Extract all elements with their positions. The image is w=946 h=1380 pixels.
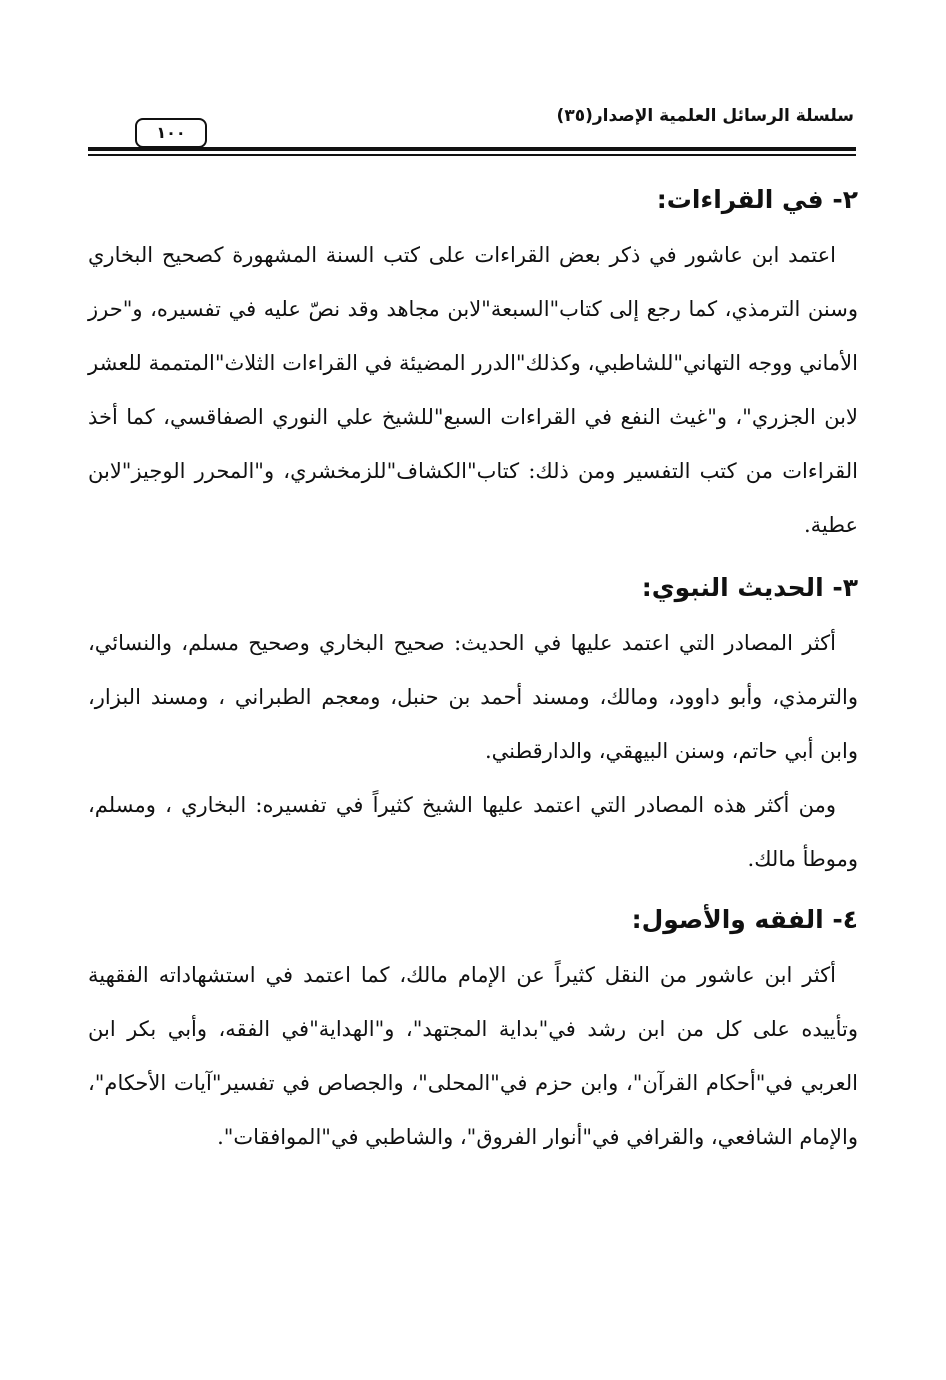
header-rule-thick: [88, 147, 856, 151]
page-number: ١٠٠: [135, 118, 207, 148]
paragraph-fiqh: أكثر ابن عاشور من النقل كثيراً عن الإمام مالك، كما اعتمد في استشهاداته الفقهية وتأييده على كل من ابن رشد في"بداية المجتهد"، و"الهداية"في الفقه، وأبي بكر ابن العربي في"أحكام القرآن"، وابن حزم في"المحلى"، والجصاص في تفسير"آيات الأحكام"، والإمام الشافعي، والقرافي في"أنوار الفروق"، والشاطبي في"الموافقات".: [88, 963, 858, 1149]
page-body: [88, 172, 858, 1164]
paragraph-hadith-main-sources: ومن أكثر هذه المصادر التي اعتمد عليها الشيخ كثيراً في تفسيره: البخاري ، ومسلم، وموطأ مالك.: [88, 793, 858, 871]
paragraph-hadith-sources: أكثر المصادر التي اعتمد عليها في الحديث: صحيح البخاري وصحيح مسلم، والنسائي، والترمذي، وأبو داوود، ومالك، ومسند أحمد بن حنبل، ومعجم الطبراني ، ومسند البزار، وابن أبي حاتم، وسنن البيهقي، والدارقطني.: [88, 631, 858, 763]
section-heading-hadith: ٣- الحديث النبوي:: [641, 573, 858, 602]
header-rule-thin: [88, 154, 856, 156]
paragraph-readings: اعتمد ابن عاشور في ذكر بعض القراءات على كتب السنة المشهورة كصحيح البخاري وسنن الترمذي، كما رجع إلى كتاب"السبعة"لابن مجاهد وقد نصّ عليه في تفسيره، و"حرز الأماني ووجه التهاني"للشاطبي، وكذلك"الدرر المضيئة في القراءات الثلاث"المتممة للعشر لابن الجزري"، و"غيث النفع في القراءات السبع"للشيخ علي النوري الصفاقسي، كما أخذ القراءات من كتب التفسير ومن ذلك: كتاب"الكشاف"للزمخشري، و"المحرر الوجيز"لابن عطية.: [88, 243, 858, 537]
running-header-title: سلسلة الرسائل العلمية الإصدار(٣٥): [556, 106, 854, 126]
section-heading-readings: ٢- في القراءات:: [656, 185, 858, 214]
section-heading-fiqh: ٤- الفقه والأصول:: [631, 905, 858, 934]
